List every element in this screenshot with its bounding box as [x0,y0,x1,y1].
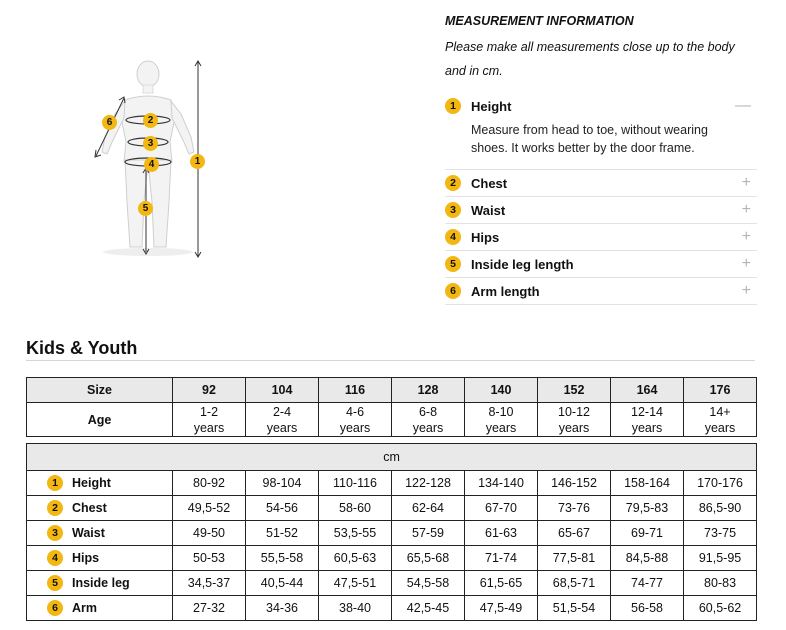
body-measurement-figure [80,52,230,267]
table-row [27,521,757,546]
unit-cell: cm [27,444,757,471]
value-cell: 73-75 [684,521,757,546]
value-cell: 34,5-37 [173,571,246,596]
hips-marker: 4 [144,157,159,172]
arm-length-marker: 6 [102,115,117,130]
height-marker: 1 [190,154,205,169]
size-cell: 92 [173,378,246,403]
number-badge: 4 [445,229,461,245]
value-cell: 158-164 [611,471,684,496]
value-cell: 98-104 [246,471,319,496]
number-badge: 2 [445,175,461,191]
value-cell: 80-92 [173,471,246,496]
accordion-label: Height [471,98,512,114]
measurement-label-cell [27,546,173,571]
measurement-label: Arm [72,601,98,615]
size-age-table [26,377,757,437]
measurement-label: Hips [72,551,100,565]
measurement-info-panel [445,14,757,305]
age-cell: 12-14 years [611,403,684,437]
value-cell: 50-53 [173,546,246,571]
value-cell: 79,5-83 [611,496,684,521]
value-cell: 67-70 [465,496,538,521]
accordion-label: Hips [471,229,500,245]
accordion-label: Arm length [471,283,540,299]
size-cell: 116 [319,378,392,403]
value-cell: 84,5-88 [611,546,684,571]
age-cell: 14+ years [684,403,757,437]
chest-marker: 2 [143,113,158,128]
size-row [27,378,757,403]
value-cell: 60,5-63 [319,546,392,571]
accordion-label: Inside leg length [471,256,574,272]
accordion-label: Chest [471,175,508,191]
value-cell: 38-40 [319,596,392,621]
info-note: Please make all measurements close up to the body and in cm. [445,40,735,78]
age-cell: 2-4 years [246,403,319,437]
value-cell: 58-60 [319,496,392,521]
size-cell: 128 [392,378,465,403]
value-cell: 61,5-65 [465,571,538,596]
accordion-header-height[interactable] [445,93,757,119]
value-cell: 77,5-81 [538,546,611,571]
measurement-label-cell [27,571,173,596]
value-cell: 53,5-55 [319,521,392,546]
number-badge: 1 [445,98,461,114]
unit-row [27,444,757,471]
measurement-label-cell [27,521,173,546]
expand-icon[interactable]: + [741,228,751,245]
expand-icon[interactable]: + [741,201,751,218]
number-badge: 6 [445,283,461,299]
age-row [27,403,757,437]
measurements-table-body [27,444,757,621]
accordion-header-arm-length[interactable] [445,278,757,304]
table-row [27,596,757,621]
value-cell: 86,5-90 [684,496,757,521]
value-cell: 40,5-44 [246,571,319,596]
measurement-label: Chest [72,501,107,515]
measurement-label: Waist [72,526,105,540]
number-badge: 5 [47,575,63,591]
value-cell: 49,5-52 [173,496,246,521]
value-cell: 49-50 [173,521,246,546]
expand-icon[interactable]: + [741,255,751,272]
value-cell: 47,5-49 [465,596,538,621]
accordion-item-arm-length [445,278,757,305]
value-cell: 91,5-95 [684,546,757,571]
value-cell: 61-63 [465,521,538,546]
section-divider [26,360,755,361]
age-cell: 10-12 years [538,403,611,437]
number-badge: 2 [47,500,63,516]
size-cell: 176 [684,378,757,403]
number-badge: 3 [47,525,63,541]
value-cell: 42,5-45 [392,596,465,621]
inside-leg-marker: 5 [138,201,153,216]
number-badge: 6 [47,600,63,616]
value-cell: 80-83 [684,571,757,596]
accordion-item-inside-leg [445,251,757,278]
age-cell: 1-2 years [173,403,246,437]
value-cell: 51-52 [246,521,319,546]
waist-marker: 3 [143,136,158,151]
table-row [27,471,757,496]
value-cell: 60,5-62 [684,596,757,621]
accordion-header-chest[interactable] [445,170,757,196]
number-badge: 4 [47,550,63,566]
measurement-label-cell [27,496,173,521]
accordion-header-inside-leg[interactable] [445,251,757,277]
value-cell: 34-36 [246,596,319,621]
number-badge: 5 [445,256,461,272]
value-cell: 54,5-58 [392,571,465,596]
value-cell: 68,5-71 [538,571,611,596]
value-cell: 27-32 [173,596,246,621]
measurement-accordion [445,93,757,305]
value-cell: 65,5-68 [392,546,465,571]
value-cell: 74-77 [611,571,684,596]
table-row [27,571,757,596]
value-cell: 134-140 [465,471,538,496]
measurement-label-cell [27,471,173,496]
size-cell: 152 [538,378,611,403]
age-cell: 6-8 years [392,403,465,437]
measurements-table [26,443,757,621]
value-cell: 56-58 [611,596,684,621]
size-cell: 140 [465,378,538,403]
value-cell: 170-176 [684,471,757,496]
accordion-item-hips [445,224,757,251]
size-cell: 164 [611,378,684,403]
size-cell: 104 [246,378,319,403]
value-cell: 57-59 [392,521,465,546]
accordion-header-hips[interactable] [445,224,757,250]
age-cell: 4-6 years [319,403,392,437]
value-cell: 51,5-54 [538,596,611,621]
value-cell: 69-71 [611,521,684,546]
value-cell: 47,5-51 [319,571,392,596]
measurement-label: Inside leg [72,576,130,590]
accordion-body-height: Measure from head to toe, without wearing shoes. It works better by the door frame. [471,123,708,155]
measurement-label-cell [27,596,173,621]
age-cell: 8-10 years [465,403,538,437]
expand-icon[interactable]: + [741,174,751,191]
accordion-item-height [445,93,757,170]
table-row [27,546,757,571]
size-header: Size [27,378,173,403]
age-header: Age [27,403,173,437]
accordion-label: Waist [471,202,506,218]
value-cell: 62-64 [392,496,465,521]
value-cell: 146-152 [538,471,611,496]
value-cell: 110-116 [319,471,392,496]
info-title: MEASUREMENT INFORMATION [445,14,634,28]
collapse-icon[interactable]: — [735,97,751,114]
value-cell: 54-56 [246,496,319,521]
value-cell: 122-128 [392,471,465,496]
accordion-item-waist [445,197,757,224]
table-row [27,496,757,521]
value-cell: 73-76 [538,496,611,521]
section-title: Kids & Youth [26,338,138,358]
measurement-label: Height [72,476,111,490]
number-badge: 1 [47,475,63,491]
accordion-item-chest [445,170,757,197]
accordion-header-waist[interactable] [445,197,757,223]
value-cell: 71-74 [465,546,538,571]
expand-icon[interactable]: + [741,282,751,299]
value-cell: 65-67 [538,521,611,546]
value-cell: 55,5-58 [246,546,319,571]
number-badge: 3 [445,202,461,218]
